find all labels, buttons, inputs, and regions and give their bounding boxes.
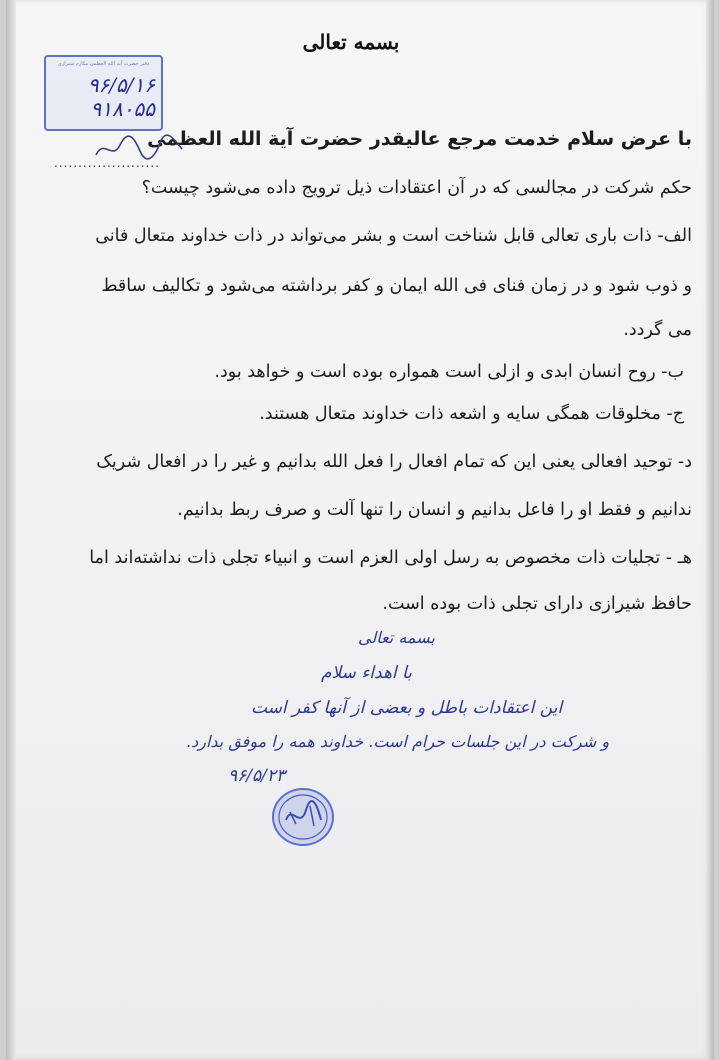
answer-heading: بسمه تعالی [358,628,435,647]
stamp-date: ۹۶/۵/۱۶ [87,73,155,97]
answer-line-2: و شرکت در این جلسات حرام است. خداوند همه را موفق بدارد. [186,732,610,751]
paper-fold-right [706,0,714,1060]
question-line-1: حکم شرکت در مجالسی که در آن اعتقادات ذیل ترویج داده می‌شود چیست؟ [141,178,692,198]
stamp-header: دفتر حضرت آیة الله العظمی مکارم شیرازی [57,61,150,67]
question-line-5: ب- روح انسان ابدی و ازلی است همواره بوده است و خواهد بود. [214,362,684,382]
office-seal [272,788,334,846]
salutation-dots: ...................... [54,156,160,170]
answer-date: ۹۶/۵/۲۳ [228,766,286,786]
question-line-10: حافظ شیرازی دارای تجلی ذات بوده است. [382,594,692,614]
seal-calligraphy [274,790,332,844]
question-line-8: ندانیم و فقط او را فاعل بدانیم و انسان را تنها آلت و صرف ربط بدانیم. [177,500,692,520]
letter-heading: بسمه تعالی [302,30,400,54]
question-line-4: می گردد. [623,320,692,340]
question-line-7: د- توحید افعالی یعنی این که تمام افعال را فعل الله بدانیم و غیر را در افعال شریک [96,452,692,472]
salutation-line: با عرض سلام خدمت مرجع عالیقدر حضرت آیة الله العظمی [147,128,692,150]
answer-line-1: این اعتقادات باطل و بعضی از آنها کفر است [251,698,563,718]
question-line-6: ج- مخلوقات همگی سایه و اشعه ذات خداوند متعال هستند. [259,404,684,424]
question-line-2: الف- ذات باری تعالی قابل شناخت است و بشر می‌تواند در ذات خداوند متعال فانی [95,226,692,246]
answer-greeting: با اهداء سلام [321,663,412,683]
registration-stamp [44,55,163,131]
stamp-number: ۹۱۸۰۵۵ [90,97,155,121]
question-line-9: هـ - تجلیات ذات مخصوص به رسل اولی العزم است و انبیاء تجلی ذات نداشته‌اند اما [89,548,692,568]
letter-page [6,0,714,1060]
question-line-3: و ذوب شود و در زمان فنای فی الله ایمان و کفر برداشته می‌شود و تکالیف ساقط [101,276,692,296]
paper-fold-left [6,0,16,1060]
